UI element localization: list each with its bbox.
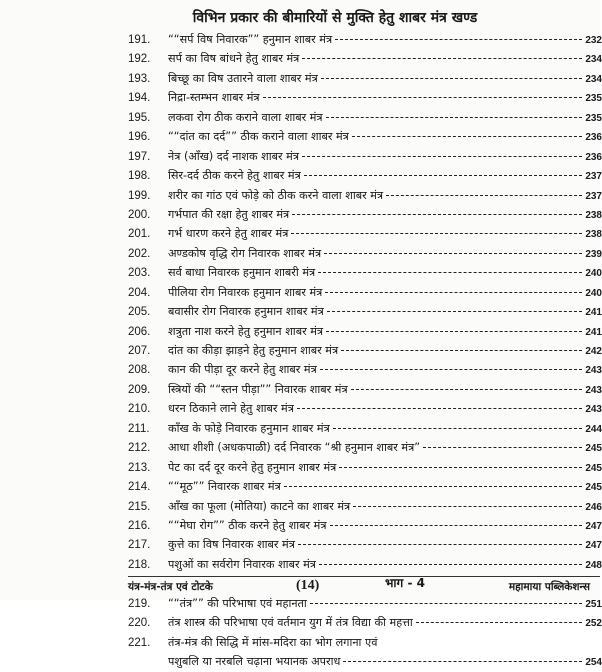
toc-entry [128,147,602,166]
toc-entry [128,166,602,185]
footer-book-title: यंत्र-मंत्र-तंत्र एवं टोटके [128,581,213,593]
entry-page: 242 [585,346,602,357]
entry-number: 221. [128,636,151,649]
entry-page: 244 [585,423,602,435]
entry-title: पेट का दर्द दूर करने हेतु हनुमान शाबर मंत्र [168,460,337,474]
entry-title: तंत्र शास्त्र की परिभाषा एवं वर्तमान युग में तंत्र विद्या की महत्ता [168,616,413,630]
entry-page: 236 [585,151,602,163]
section-heading: भाग - 4 [385,576,425,591]
entry-page: 243 [585,404,602,416]
entry-number: 201. [128,228,151,241]
entry-page: 240 [585,287,602,299]
entry-page: 234 [585,73,602,85]
toc-entry [128,360,602,379]
entry-title: स्त्रियों की ““स्तन पीड़ा”” निवारक शाबर मंत्र [168,382,348,396]
entry-title: पशुओं का सर्वरोग निवारक शाबर मंत्र [168,557,316,571]
entry-page: 248 [585,559,602,571]
entry-page: 247 [585,540,602,552]
entry-number: 202. [128,247,151,260]
page-footer [128,578,600,598]
entry-number: 198. [128,170,151,183]
entry-page: 235 [585,93,602,105]
dot-leader [327,311,583,312]
entry-title: गर्भ धारण करने हेतु शाबर मंत्र [168,227,289,241]
entry-page: 252 [585,618,602,630]
entry-page: 245 [585,482,602,494]
entry-number: 206. [128,325,151,338]
entry-number: 220. [128,617,151,630]
page-heading: विभिन प्रकार की बीमारियों से मुक्ति हेतु शाबर मंत्र खण्ड [192,10,478,26]
entry-number: 203. [128,267,151,280]
entry-number: 214. [128,481,151,494]
entry-page: 238 [585,209,602,221]
entry-number: 213. [128,461,151,474]
dot-leader [326,331,582,332]
entry-page: 237 [585,190,602,202]
entry-page: 240 [585,268,602,280]
entry-title: ““तंत्र”” की परिभाषा एवं महानता [168,596,307,610]
dot-leader [320,369,583,370]
toc-entry [128,186,602,205]
entry-page: 238 [585,229,602,241]
dot-leader [423,447,582,448]
entry-number: 212. [128,442,151,455]
toc-entry [128,497,602,516]
dot-leader [325,292,582,293]
toc-entry [128,516,602,535]
dot-leader [326,117,583,118]
entry-number: 196. [128,131,151,144]
entry-number: 211. [128,422,150,435]
entry-number: 216. [128,519,151,532]
entry-number: 197. [128,150,151,163]
entry-title: दांत का कीड़ा झाड़ने हेतु हनुमान शाबर मंत्र [168,344,339,357]
entry-page: 245 [585,462,602,474]
entry-number: 204. [128,286,151,299]
toc-entry [128,205,602,224]
toc-entry [128,613,602,632]
entry-page: 232 [585,35,602,46]
toc-entry [128,224,602,243]
dot-leader [321,78,583,79]
entry-title: निद्रा-स्तम्भन शाबर मंत्र [168,91,260,105]
entry-title: पीलिया रोग निवारक हनुमान शाबर मंत्र [168,285,323,299]
dot-leader [416,622,583,623]
dot-leader [310,603,582,604]
toc-entry [128,127,602,146]
entry-title: बवासीर रोग निवारक हनुमान शाबर मंत्र [168,305,324,319]
dot-leader [339,467,582,468]
entry-number: 217. [128,539,151,552]
toc-entry [128,535,602,554]
entry-page: 235 [585,112,602,124]
toc-entry [128,477,602,496]
entry-number: 210. [128,403,151,416]
dot-leader [343,661,582,662]
entry-page: 234 [585,54,602,66]
entry-title: आँख का फूला (मोतिया) काटने का शाबर मंत्र [168,499,351,513]
entry-number: 199. [128,189,151,202]
entry-page: 247 [585,520,602,532]
entry-number: 209. [128,383,151,396]
entry-number: 200. [128,208,151,221]
dot-leader [352,136,582,137]
dot-leader [291,233,582,234]
toc-entry [128,380,602,399]
toc-entry [128,49,602,68]
toc-entry [128,88,602,107]
entry-page: 251 [585,598,602,610]
footer-page-number: (14) [296,578,320,593]
entry-number: 207. [128,345,151,357]
toc-entry [128,399,602,418]
toc-entry [128,263,602,282]
dot-leader [351,389,583,390]
toc-entry [128,438,602,457]
entry-title: सिर-दर्द ठीक करने हेतु शाबर मंत्र [168,169,301,183]
entry-title: कान की पीड़ा दूर करने हेतु शाबर मंत्र [168,363,317,377]
footer-rule [128,576,600,577]
toc-entry [128,30,602,49]
entry-page: 241 [585,307,602,319]
continuation-page: 254 [585,657,602,668]
toc-entry [128,108,602,127]
toc-entry [128,419,602,438]
entry-page: 243 [585,384,602,396]
entry-title: लकवा रोग ठीक कराने वाला शाबर मंत्र [168,110,323,124]
toc-entry [128,302,602,321]
dot-leader [284,486,583,487]
entry-title: सर्व बाधा निवारक हनुमान शाबरी मंत्र [168,266,316,280]
entry-number: 215. [128,500,151,513]
entry-number: 195. [128,111,151,124]
dot-leader [319,564,582,565]
dot-leader [302,58,582,59]
dot-leader [318,272,582,273]
continuation-line [128,652,602,671]
entry-number: 191. [128,34,151,46]
dot-leader [292,214,582,215]
entry-number: 192. [128,53,151,66]
dot-leader [386,195,582,196]
toc-entry [128,341,602,360]
toc-entry [128,283,602,302]
dot-leader [324,253,582,254]
dot-leader [353,506,582,507]
entry-number: 208. [128,364,151,377]
entry-title: अण्डकोष वृद्धि रोग निवारक शाबर मंत्र [168,246,322,260]
entry-title: ““दांत का दर्द”” ठीक कराने वाला शाबर मंत्र [168,130,349,144]
entry-title: ““मूठ”” निवारक शाबर मंत्र [168,480,281,494]
entry-number: 218. [128,558,151,571]
entry-title: ““मेघा रोग”” ठीक करने हेतु शाबर मंत्र [168,518,327,532]
entry-page: 237 [585,171,602,183]
dot-leader [333,428,583,429]
entry-page: 239 [585,248,602,260]
entry-title: शत्रुता नाश करने हेतु हनुमान शाबर मंत्र [168,324,324,338]
entry-list-part-4 [128,594,602,652]
entry-number: 194. [128,92,151,105]
dot-leader [341,350,582,351]
toc-entry [128,322,602,341]
toc-entry [128,69,602,88]
toc-entry [128,555,602,574]
entry-title: आधा शीशी (अधकपाळी) दर्द निवारक “श्री हनुमान शाबर मंत्र” [168,441,421,455]
entry-title: धरन ठिकाने लाने हेतु शाबर मंत्र [168,402,294,416]
dot-leader [302,156,582,157]
entry-page: 236 [585,132,602,144]
dot-leader [297,408,582,409]
toc-entry [128,458,602,477]
entry-title: कुत्ते का विष निवारक शाबर मंत्र [168,538,295,552]
footer-publisher: महामाया पब्लिकेशन्स [508,581,590,593]
dot-leader [304,175,583,176]
continuation-text: पशुबलि या नरबलि चढ़ाना भयानक अपराध [168,655,341,668]
entry-title: नेत्र (आँख) दर्द नाशक शाबर मंत्र [168,149,300,163]
entry-title: बिच्छू का विष उतारने वाला शाबर मंत्र [168,71,318,85]
entry-number: 193. [128,72,151,85]
toc-entry [128,633,602,652]
dot-leader [335,39,582,40]
entry-number: 219. [128,597,151,610]
entry-title: तंत्र-मंत्र की सिद्धि में मांस-मदिरा का भोग लगाना एवं [168,635,378,649]
entry-title: गर्भपात की रक्षा हेतु शाबर मंत्र [168,207,290,221]
entry-page: 241 [585,326,602,338]
entry-title: शरीर का गांठ एवं फोड़े को ठीक करने वाला शाबर मंत्र [168,188,384,202]
dot-leader [330,525,583,526]
entry-title: काँख के फोड़े निवारक हनुमान शाबर मंत्र [168,421,330,435]
entry-page: 245 [585,443,602,455]
toc-entry [128,244,602,263]
entry-page: 243 [585,365,602,377]
entry-title: सर्प का विष बांधने हेतु शाबर मंत्र [168,52,300,66]
dot-leader [298,544,582,545]
entry-number: 205. [128,306,151,319]
dot-leader [263,97,583,98]
entry-page: 246 [585,501,602,513]
entry-list [128,30,602,574]
entry-title: ““सर्प विष निवारक”” हनुमान शाबर मंत्र [168,33,333,46]
